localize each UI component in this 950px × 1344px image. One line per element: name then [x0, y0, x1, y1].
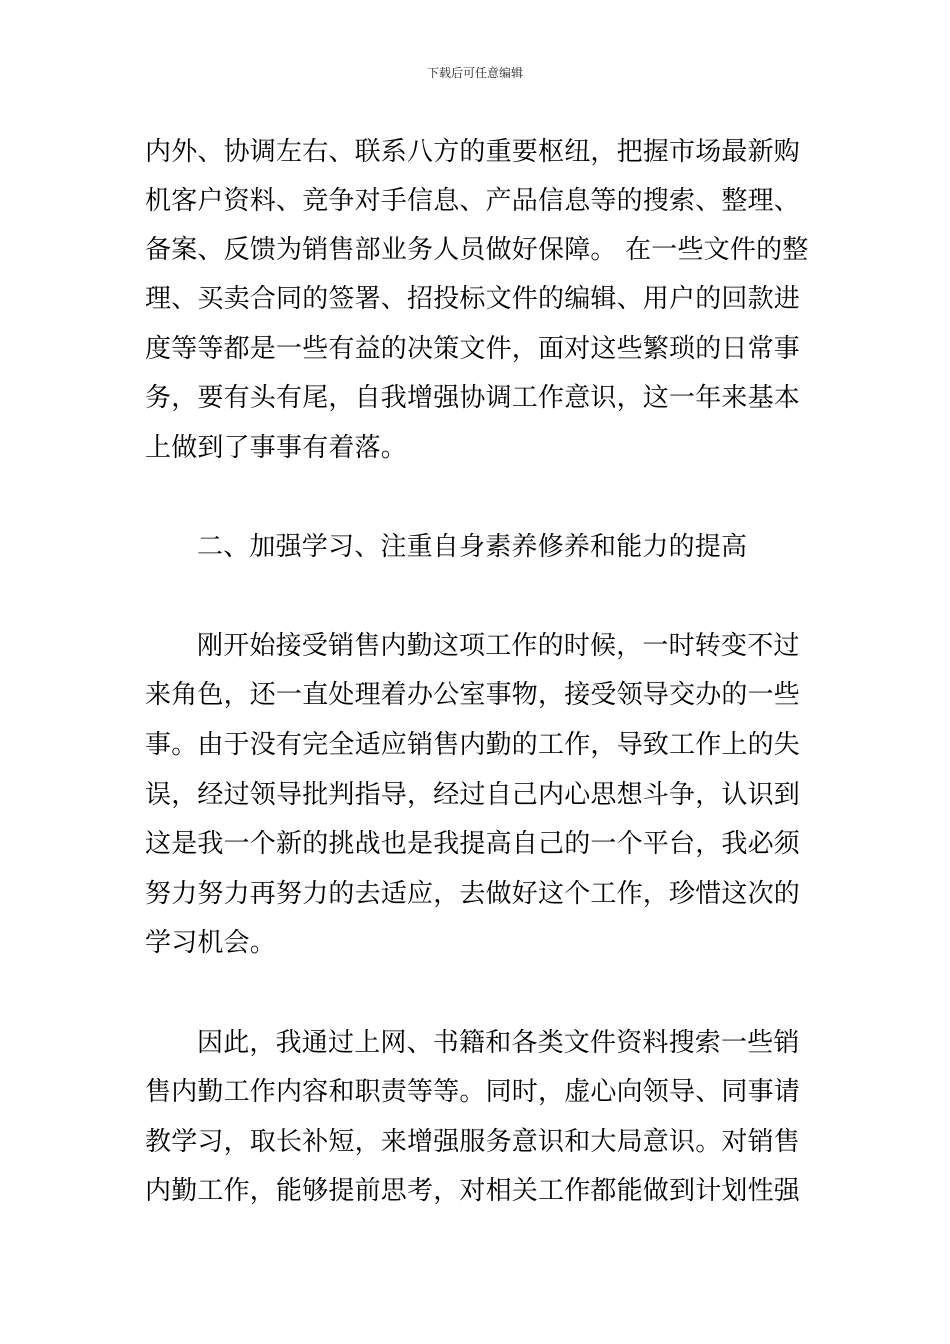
body-line-7: 上做到了事事有着落。 — [145, 433, 408, 463]
body-line-2: 机客户资料、竞争对手信息、产品信息等的搜索、整理、 — [145, 186, 801, 216]
body-line-12: 误，经过领导批判指导，经过自己内心思想斗争，认识到 — [145, 780, 801, 810]
body-line-15: 学习机会。 — [145, 928, 277, 958]
body-line-5: 度等等都是一些有益的决策文件，面对这些繁琐的日常事 — [145, 334, 801, 364]
body-line-1: 内外、协调左右、联系八方的重要枢纽，把握市场最新购 — [145, 137, 801, 167]
body-line-16: 因此，我通过上网、书籍和各类文件资料搜索一些销 — [197, 1028, 800, 1058]
body-line-19: 内勤工作，能够提前思考，对相关工作都能做到计划性强 — [145, 1176, 801, 1206]
body-line-14: 努力努力再努力的去适应，去做好这个工作，珍惜这次的 — [145, 879, 801, 909]
body-line-10: 来角色，还一直处理着办公室事物，接受领导交办的一些 — [145, 680, 801, 710]
body-line-13: 这是我一个新的挑战也是我提高自己的一个平台，我必须 — [145, 829, 801, 859]
body-line-18: 教学习，取长补短，来增强服务意识和大局意识。对销售 — [145, 1127, 801, 1157]
body-line-6: 务，要有头有尾，自我增强协调工作意识，这一年来基本 — [145, 383, 801, 413]
section-heading: 二、加强学习、注重自身素养修养和能力的提高 — [197, 532, 748, 562]
body-line-17: 售内勤工作内容和职责等等。同时，虚心向领导、同事请 — [145, 1077, 801, 1107]
page-header: 下载后可任意编辑 — [426, 66, 523, 80]
body-line-4: 理、买卖合同的签署、招投标文件的编辑、用户的回款进 — [145, 284, 801, 314]
body-line-11: 事。由于没有完全适应销售内勤的工作，导致工作上的失 — [145, 730, 801, 760]
body-line-3: 备案、反馈为销售部业务人员做好保障。 在一些文件的整 — [145, 235, 809, 265]
body-line-9: 刚开始接受销售内勤这项工作的时候，一时转变不过 — [197, 631, 800, 661]
